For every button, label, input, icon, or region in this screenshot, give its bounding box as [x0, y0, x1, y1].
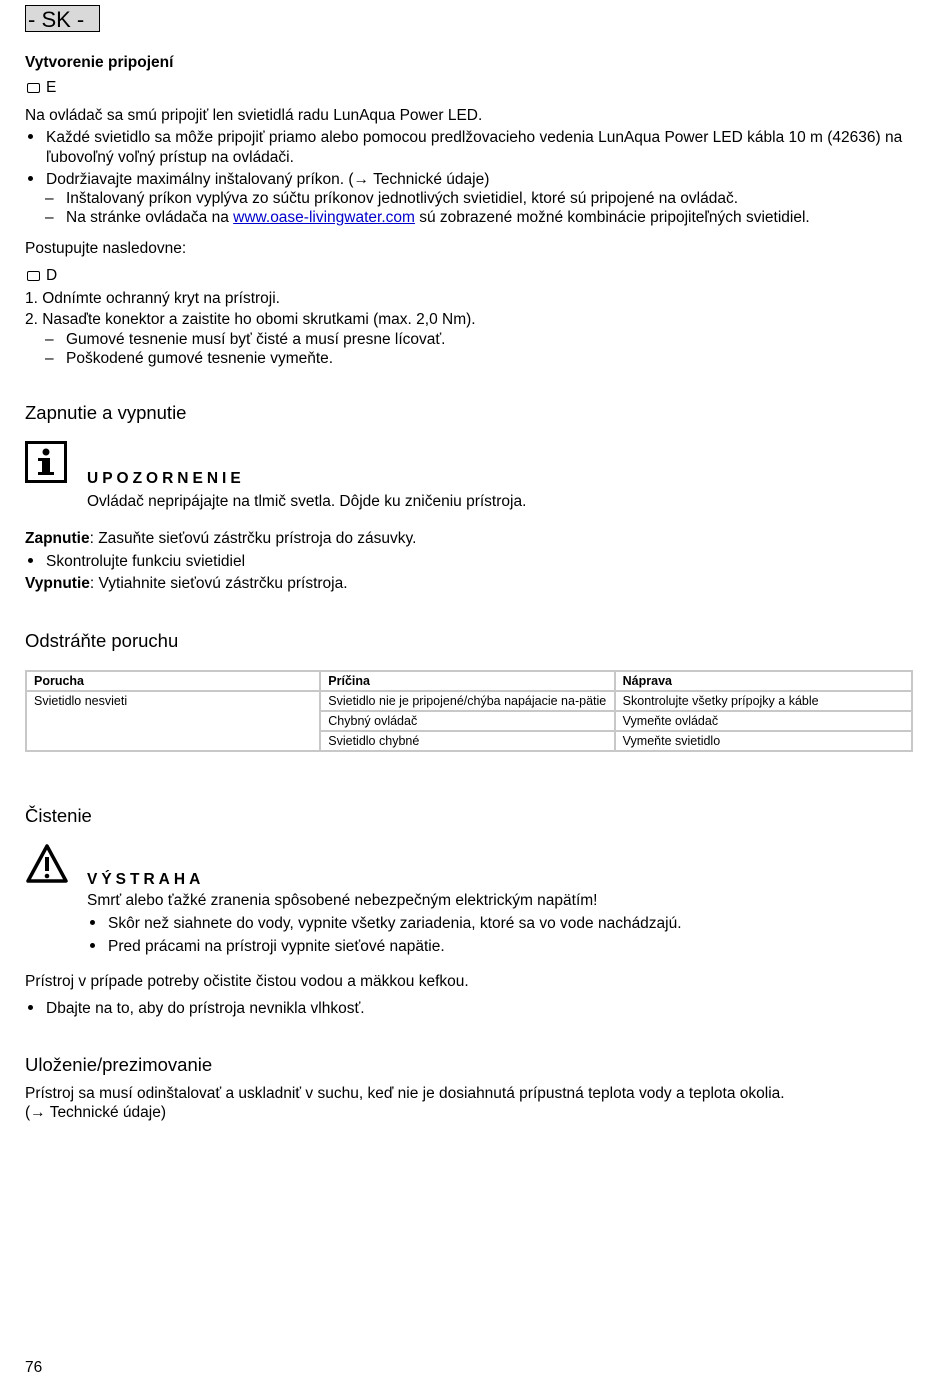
- table-row: [26, 691, 912, 711]
- figure-ref-label: D: [46, 267, 58, 284]
- bullet-item: [25, 128, 917, 168]
- figure-icon: [27, 83, 40, 93]
- warning-icon: [25, 843, 69, 885]
- remedy-cell: Skontrolujte všetky prípojky a káble: [615, 691, 912, 711]
- bullet-item: [25, 999, 917, 1019]
- info-icon: [25, 441, 67, 483]
- figure-ref-d: [27, 266, 57, 286]
- step-1: 1. Odnímte ochranný kryt na prístroji.: [25, 290, 280, 307]
- page-number: 76: [25, 1359, 43, 1376]
- dash-icon: –: [45, 331, 54, 348]
- dash-item: [45, 349, 917, 369]
- bullet-icon: [87, 914, 108, 934]
- dash-icon: –: [45, 190, 54, 207]
- table-header-row: [26, 671, 912, 691]
- bullet-text: Každé svietidlo sa môže pripojiť priamo alebo pomocou predlžovacieho vedenia LunAqua Power LED kábla 10 m (42636) na ľubovoľný voľný prístup na ovládači.: [46, 129, 903, 166]
- dash-icon: –: [45, 209, 54, 226]
- proceed-text: Postupujte nasledovne:: [25, 240, 187, 257]
- dash-icon: –: [45, 350, 54, 367]
- dash-text: Poškodené gumové tesnenie vymeňte.: [66, 350, 334, 367]
- bullet-item: [25, 552, 917, 572]
- bullet-text: Skontrolujte funkciu svietidiel: [46, 553, 246, 570]
- dash-text: Gumové tesnenie musí byť čisté a musí presne lícovať.: [66, 331, 446, 348]
- bullet-icon: [25, 128, 46, 168]
- notice-text: Ovládač nepripájajte na tlmič svetla. Dôjde ku zničeniu prístroja.: [87, 493, 527, 510]
- section-heading-switching: Zapnutie a vypnutie: [25, 402, 187, 423]
- cleaning-text: Prístroj v prípade potreby očistite čistou vodou a mäkkou kefkou.: [25, 973, 469, 990]
- bullet-icon: [87, 937, 108, 957]
- section-heading-connection: Vytvorenie pripojení: [25, 54, 174, 71]
- bullet-icon: [25, 999, 46, 1019]
- bullet-item: [87, 914, 917, 934]
- website-link[interactable]: www.oase-livingwater.com: [233, 209, 415, 226]
- figure-ref-e: [27, 78, 56, 98]
- bullet-item: [87, 937, 917, 957]
- section-heading-cleaning: Čistenie: [25, 805, 92, 826]
- column-header: Príčina: [320, 671, 614, 691]
- dash-text: Na stránke ovládača na www.oase-livingwater.com sú zobrazené možné kombinácie pripojiteľných svietidiel.: [66, 209, 810, 226]
- dash-item: [45, 330, 917, 350]
- cause-cell: Chybný ovládač: [320, 711, 614, 731]
- bullet-text: Dbajte na to, aby do prístroja nevnikla vlhkosť.: [46, 1000, 365, 1017]
- dash-item: [45, 189, 917, 209]
- remedy-cell: Vymeňte svietidlo: [615, 731, 912, 751]
- bullet-item: [25, 170, 917, 190]
- storage-text: Prístroj sa musí odinštalovať a uskladniť v suchu, keď nie je dosiahnutá prípustná teplota vody a teplota okolia.: [25, 1085, 785, 1102]
- cause-cell: Svietidlo chybné: [320, 731, 614, 751]
- cause-cell: Svietidlo nie je pripojené/chýba napájacie na-pätie: [320, 691, 614, 711]
- section-heading-troubleshooting: Odstráňte poruchu: [25, 630, 179, 651]
- connection-intro: Na ovládač sa smú pripojiť len svietidlá radu LunAqua Power LED.: [25, 107, 483, 124]
- section-heading-storage: Uloženie/prezimovanie: [25, 1054, 213, 1075]
- bullet-text: Skôr než siahnete do vody, vypnite všetky zariadenia, ktoré sa vo vode nachádzajú.: [108, 915, 682, 932]
- fault-cell: Svietidlo nesvieti: [26, 691, 320, 751]
- troubleshooting-table: [25, 670, 913, 752]
- step-2: 2. Nasaďte konektor a zaistite ho obomi skrutkami (max. 2,0 Nm).: [25, 311, 476, 328]
- bullet-text: Dodržiavajte maximálny inštalovaný príkon. (→ Technické údaje): [46, 171, 490, 188]
- column-header: Náprava: [615, 671, 912, 691]
- storage-reference: (→ Technické údaje): [25, 1104, 167, 1121]
- dash-item: [45, 208, 917, 228]
- notice-label: UPOZORNENIE: [87, 470, 245, 487]
- bullet-icon: [25, 552, 46, 572]
- warning-label: VÝSTRAHA: [87, 871, 205, 888]
- column-header: Porucha: [26, 671, 320, 691]
- bullet-text: Pred prácami na prístroji vypnite sieťové napätie.: [108, 938, 445, 955]
- figure-ref-label: E: [46, 79, 57, 96]
- warning-text: Smrť alebo ťažké zranenia spôsobené nebezpečným elektrickým napätím!: [87, 892, 598, 909]
- switch-off-line: Vypnutie: Vytiahnite sieťovú zástrčku prístroja.: [25, 575, 348, 592]
- switch-on-line: Zapnutie: Zasuňte sieťovú zástrčku prístroja do zásuvky.: [25, 530, 417, 547]
- bullet-icon: [25, 170, 46, 190]
- language-tag: - SK -: [25, 5, 100, 32]
- dash-text: Inštalovaný príkon vyplýva zo súčtu príkonov jednotlivých svietidiel, ktoré sú pripojené na ovládač.: [66, 190, 739, 207]
- remedy-cell: Vymeňte ovládač: [615, 711, 912, 731]
- figure-icon: [27, 271, 40, 281]
